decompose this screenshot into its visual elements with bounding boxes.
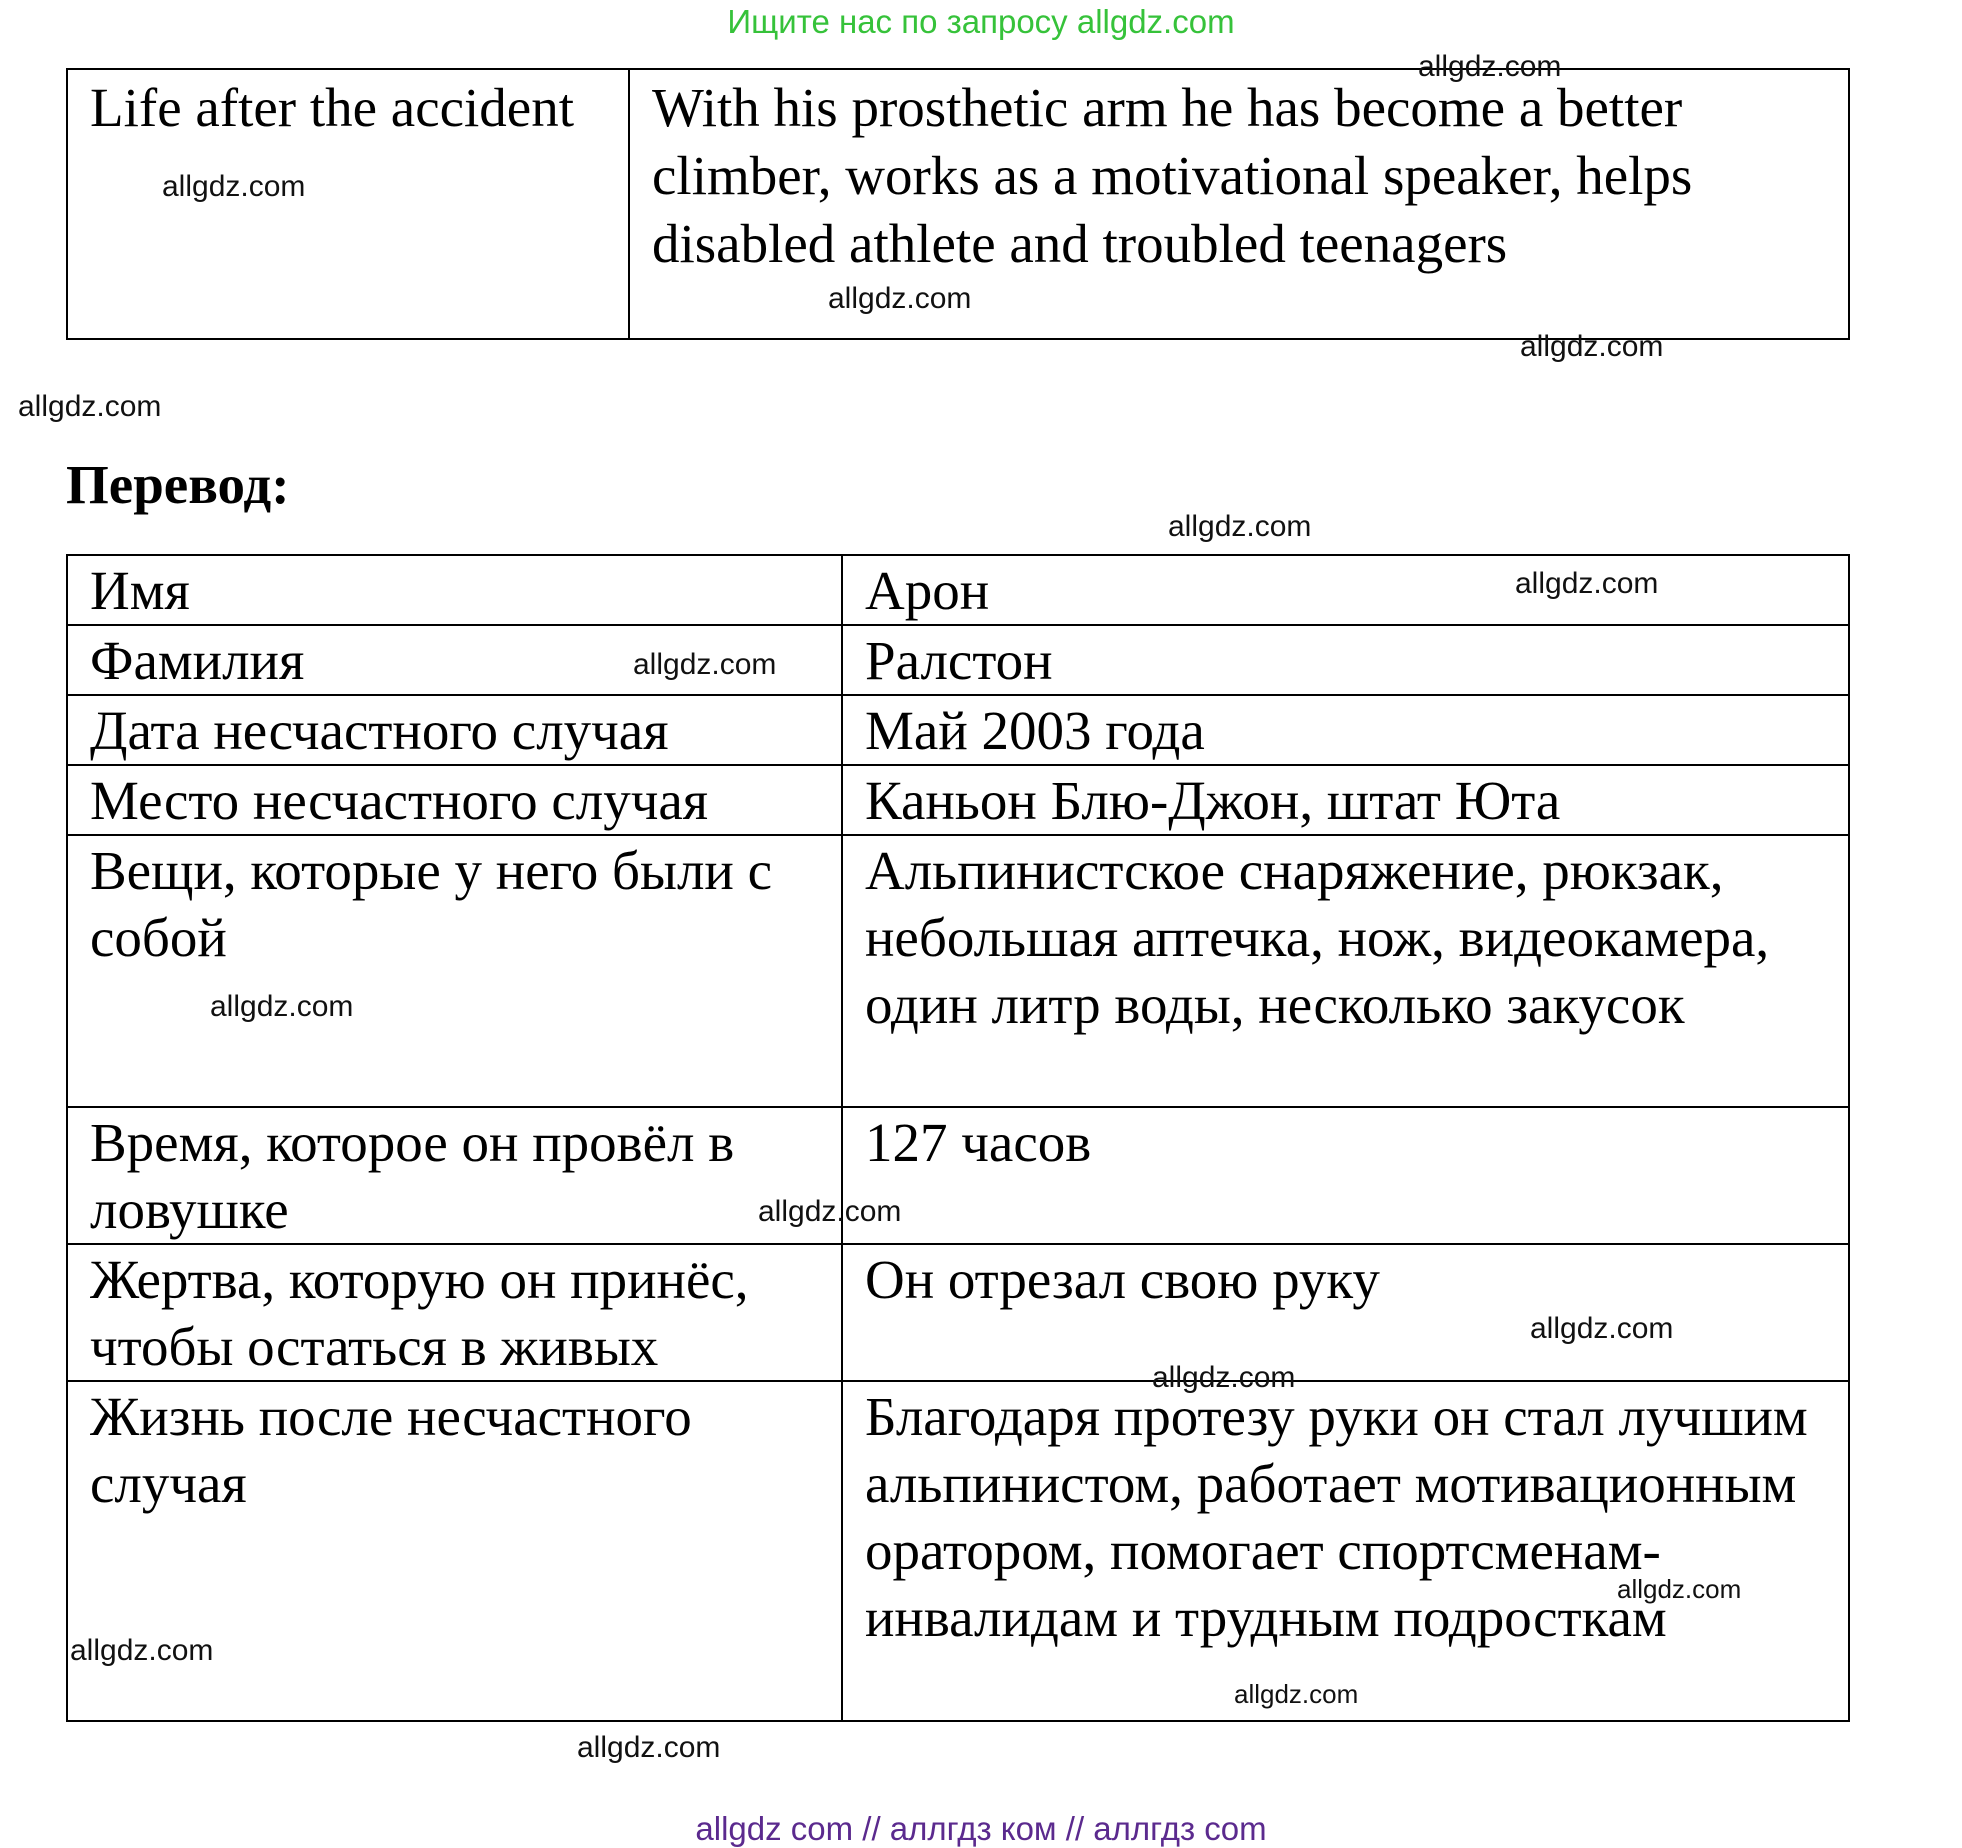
row-label: Фамилия xyxy=(67,625,842,695)
watermark: allgdz.com xyxy=(577,1731,721,1764)
watermark: allgdz.com xyxy=(1617,1574,1742,1604)
row-value: Он отрезал свою руку xyxy=(842,1244,1849,1381)
watermark: allgdz.com xyxy=(162,170,306,203)
watermark: allgdz.com xyxy=(828,282,972,315)
table-row xyxy=(67,765,1849,835)
table-row xyxy=(67,835,1849,1107)
watermark: allgdz.com xyxy=(18,390,162,423)
table-row xyxy=(67,695,1849,765)
row-value: Благодаря протезу руки он стал лучшим альпинистом, работает мотивационным оратором, помогает спортсменам-инвалидам и трудным подросткам xyxy=(842,1381,1849,1721)
translation-table xyxy=(66,554,1850,1722)
watermark: allgdz.com xyxy=(1152,1361,1296,1394)
watermark: allgdz.com xyxy=(70,1634,214,1667)
table-row xyxy=(67,1107,1849,1244)
row-value: Каньон Блю-Джон, штат Юта xyxy=(842,765,1849,835)
row-value: With his prosthetic arm he has become a better climber, works as a motivational speaker, helps disabled athlete and troubled teenagers xyxy=(629,69,1849,339)
watermark: allgdz.com xyxy=(1418,50,1562,83)
table-row xyxy=(67,1381,1849,1721)
row-label: Время, которое он провёл в ловушке xyxy=(67,1107,842,1244)
row-value: Ралстон xyxy=(842,625,1849,695)
watermark: allgdz.com xyxy=(1530,1312,1674,1345)
row-label: Дата несчастного случая xyxy=(67,695,842,765)
site-banner: Ищите нас по запросу allgdz.com xyxy=(727,3,1235,40)
table-row xyxy=(67,625,1849,695)
row-label: Имя xyxy=(67,555,842,625)
watermark: allgdz.com xyxy=(210,990,354,1023)
row-label: Вещи, которые у него были с собой xyxy=(67,835,842,1107)
row-value: Альпинистское снаряжение, рюкзак, небольшая аптечка, нож, видеокамера, один литр воды, несколько закусок xyxy=(842,835,1849,1107)
watermark: allgdz.com xyxy=(1515,567,1659,600)
row-value: Май 2003 года xyxy=(842,695,1849,765)
row-label: Жертва, которую он принёс, чтобы остаться в живых xyxy=(67,1244,842,1381)
row-label: Жизнь после несчастного случая xyxy=(67,1381,842,1721)
watermark: allgdz.com xyxy=(758,1195,902,1228)
row-label: Life after the accident xyxy=(67,69,629,339)
watermark: allgdz.com xyxy=(1234,1679,1359,1709)
row-label: Место несчастного случая xyxy=(67,765,842,835)
translation-heading: Перевод: xyxy=(66,454,290,515)
watermark: allgdz.com xyxy=(1168,510,1312,543)
watermark: allgdz.com xyxy=(1520,330,1664,363)
row-value: Арон xyxy=(842,555,1849,625)
watermark: allgdz.com xyxy=(633,648,777,681)
site-footer: allgdz com // аллгдз ком // аллгдз com xyxy=(695,1810,1267,1847)
row-value: 127 часов xyxy=(842,1107,1849,1244)
